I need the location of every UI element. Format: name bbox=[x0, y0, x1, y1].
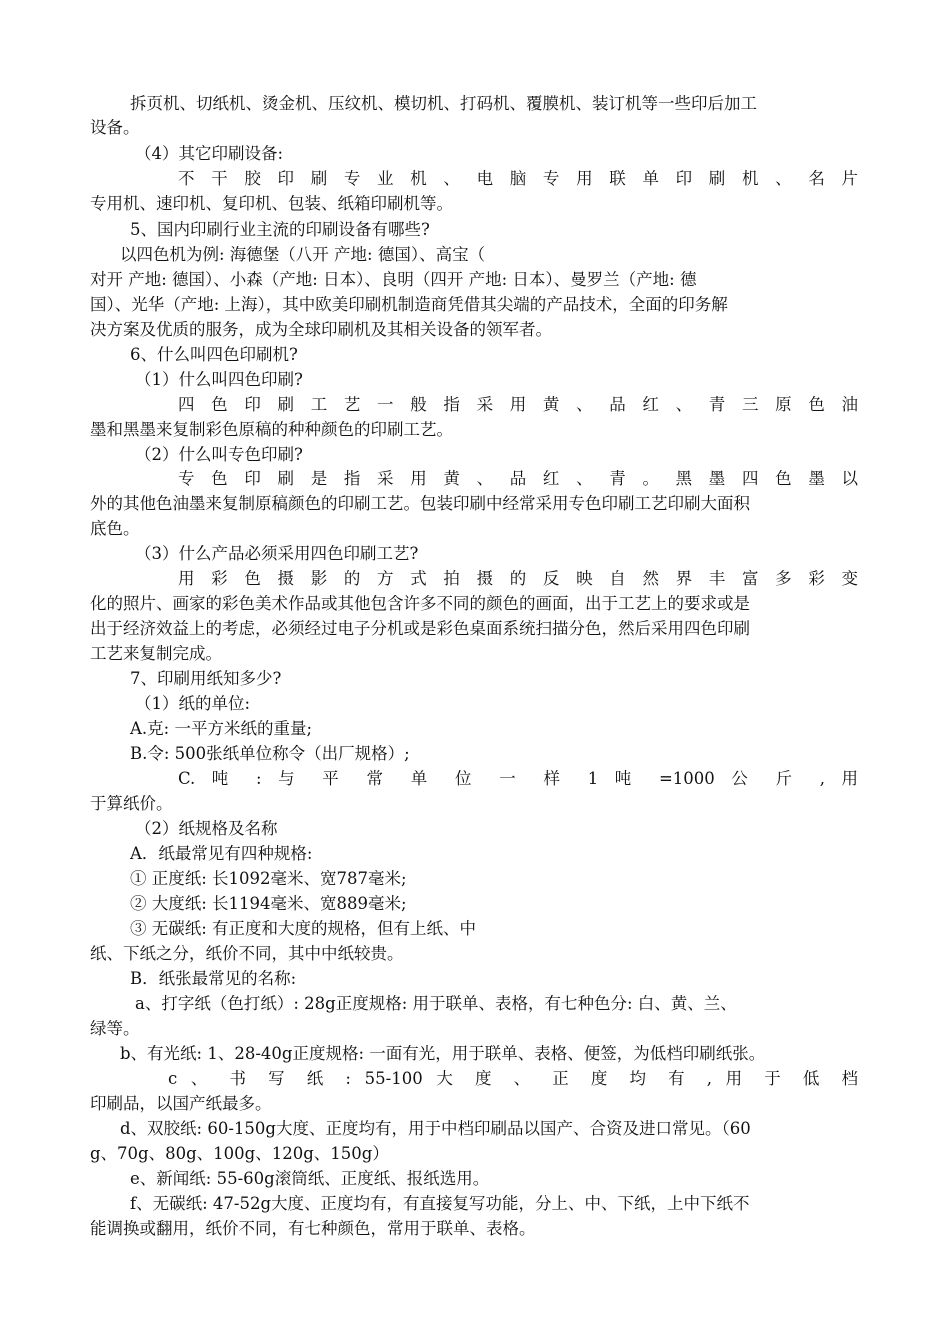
text-line: ③ 无碳纸: 有正度和大度的规格，但有上纸、中 bbox=[130, 919, 477, 938]
text-line: 国）、光华（产地: 上海），其中欧美印刷机制造商凭借其尖端的产品技术，全面的印务解 bbox=[90, 295, 728, 314]
text-line: （1）什么叫四色印刷? bbox=[135, 370, 303, 389]
text-line: ② 大度纸: 长1194毫米、宽889毫米; bbox=[130, 894, 407, 913]
text-line: （2）什么叫专色印刷? bbox=[135, 445, 303, 464]
text-line: 出于经济效益上的考虑，必须经过电子分机或是彩色桌面系统扫描分色，然后采用四色印刷 bbox=[90, 619, 750, 638]
text-line: 对开 产地: 德国）、小森（产地: 日本）、良明（四开 产地: 日本）、曼罗兰（产地: 德 bbox=[90, 270, 697, 289]
text-line: 专用机、速印机、复印机、包装、纸箱印刷机等。 bbox=[90, 194, 453, 213]
text-line: 6、什么叫四色印刷机? bbox=[130, 345, 298, 364]
text-line: a、打字纸（色打纸）: 28g正度规格: 用于联单、表格，有七种色分: 白、黄、兰、 bbox=[135, 994, 737, 1013]
text-line: 于算纸价。 bbox=[90, 794, 173, 813]
text-line: C. 吨 : 与 平 常 单 位 一 样 1 吨 =1000 公 斤 , 用 bbox=[178, 769, 858, 788]
text-line: c 、 书 写 纸 : 55-100 大 度 、 正 度 均 有 , 用 于 低 档 bbox=[168, 1069, 858, 1088]
text-line: A.克: 一平方米纸的重量; bbox=[130, 719, 313, 738]
text-line: f、无碳纸: 47-52g大度、正度均有，有直接复写功能，分上、中、下纸，上中下纸不 bbox=[130, 1194, 750, 1213]
text-line: （3）什么产品必须采用四色印刷工艺? bbox=[135, 544, 419, 563]
text-line: （2）纸规格及名称 bbox=[135, 819, 278, 838]
text-line: 纸、下纸之分，纸价不同，其中中纸较贵。 bbox=[90, 944, 404, 963]
text-line: 四 色 印 刷 工 艺 一 般 指 采 用 黄 、 品 红 、 青 三 原 色 油 bbox=[178, 395, 858, 414]
text-line: 7、印刷用纸知多少? bbox=[130, 669, 282, 688]
text-line: 墨和黑墨来复制彩色原稿的种种颜色的印刷工艺。 bbox=[90, 420, 453, 439]
text-line: 外的其他色油墨来复制原稿颜色的印刷工艺。包装印刷中经常采用专色印刷工艺印刷大面积 bbox=[90, 494, 750, 513]
text-line: 化的照片、画家的彩色美术作品或其他包含许多不同的颜色的画面，出于工艺上的要求或是 bbox=[90, 594, 750, 613]
text-line: B．纸张最常见的名称: bbox=[130, 969, 297, 988]
text-line: 以四色机为例: 海德堡（八开 产地: 德国）、高宝（ bbox=[120, 245, 486, 264]
text-line: 专 色 印 刷 是 指 采 用 黄 、 品 红 、 青 。 黑 墨 四 色 墨 以 bbox=[178, 469, 858, 488]
text-line: A．纸最常见有四种规格: bbox=[130, 844, 313, 863]
text-line: 拆页机、切纸机、烫金机、压纹机、模切机、打码机、覆膜机、装订机等一些印后加工 bbox=[130, 94, 757, 113]
text-line: 工艺来复制完成。 bbox=[90, 644, 222, 663]
text-line: （1）纸的单位: bbox=[135, 694, 251, 713]
text-line: 不 干 胶 印 刷 专 业 机 、 电 脑 专 用 联 单 印 刷 机 、 名 片 bbox=[178, 169, 858, 188]
text-line: （4）其它印刷设备: bbox=[135, 144, 284, 163]
text-line: g、70g、80g、100g、120g、150g） bbox=[90, 1144, 389, 1163]
text-line: b、有光纸: 1、28-40g正度规格: 一面有光，用于联单、表格、便签，为低档印刷纸张。 bbox=[120, 1044, 766, 1063]
text-line: 印刷品，以国产纸最多。 bbox=[90, 1094, 272, 1113]
text-line: 决方案及优质的服务，成为全球印刷机及其相关设备的领军者。 bbox=[90, 320, 552, 339]
text-line: ① 正度纸: 长1092毫米、宽787毫米; bbox=[130, 869, 407, 888]
text-line: 能调换或翻用，纸价不同，有七种颜色，常用于联单、表格。 bbox=[90, 1219, 536, 1238]
text-line: 5、国内印刷行业主流的印刷设备有哪些? bbox=[130, 220, 430, 239]
text-line: 设备。 bbox=[90, 118, 140, 137]
text-line: 底色。 bbox=[90, 519, 140, 538]
text-line: e、新闻纸: 55-60g滚筒纸、正度纸、报纸选用。 bbox=[130, 1169, 490, 1188]
text-line: d、双胶纸: 60-150g大度、正度均有，用于中档印刷品以国产、合资及进口常见。（60 bbox=[120, 1119, 751, 1138]
text-line: B.令: 500张纸单位称令（出厂规格）; bbox=[130, 744, 410, 763]
text-line: 绿等。 bbox=[90, 1019, 140, 1038]
text-line: 用 彩 色 摄 影 的 方 式 拍 摄 的 反 映 自 然 界 丰 富 多 彩 变 bbox=[178, 569, 858, 588]
